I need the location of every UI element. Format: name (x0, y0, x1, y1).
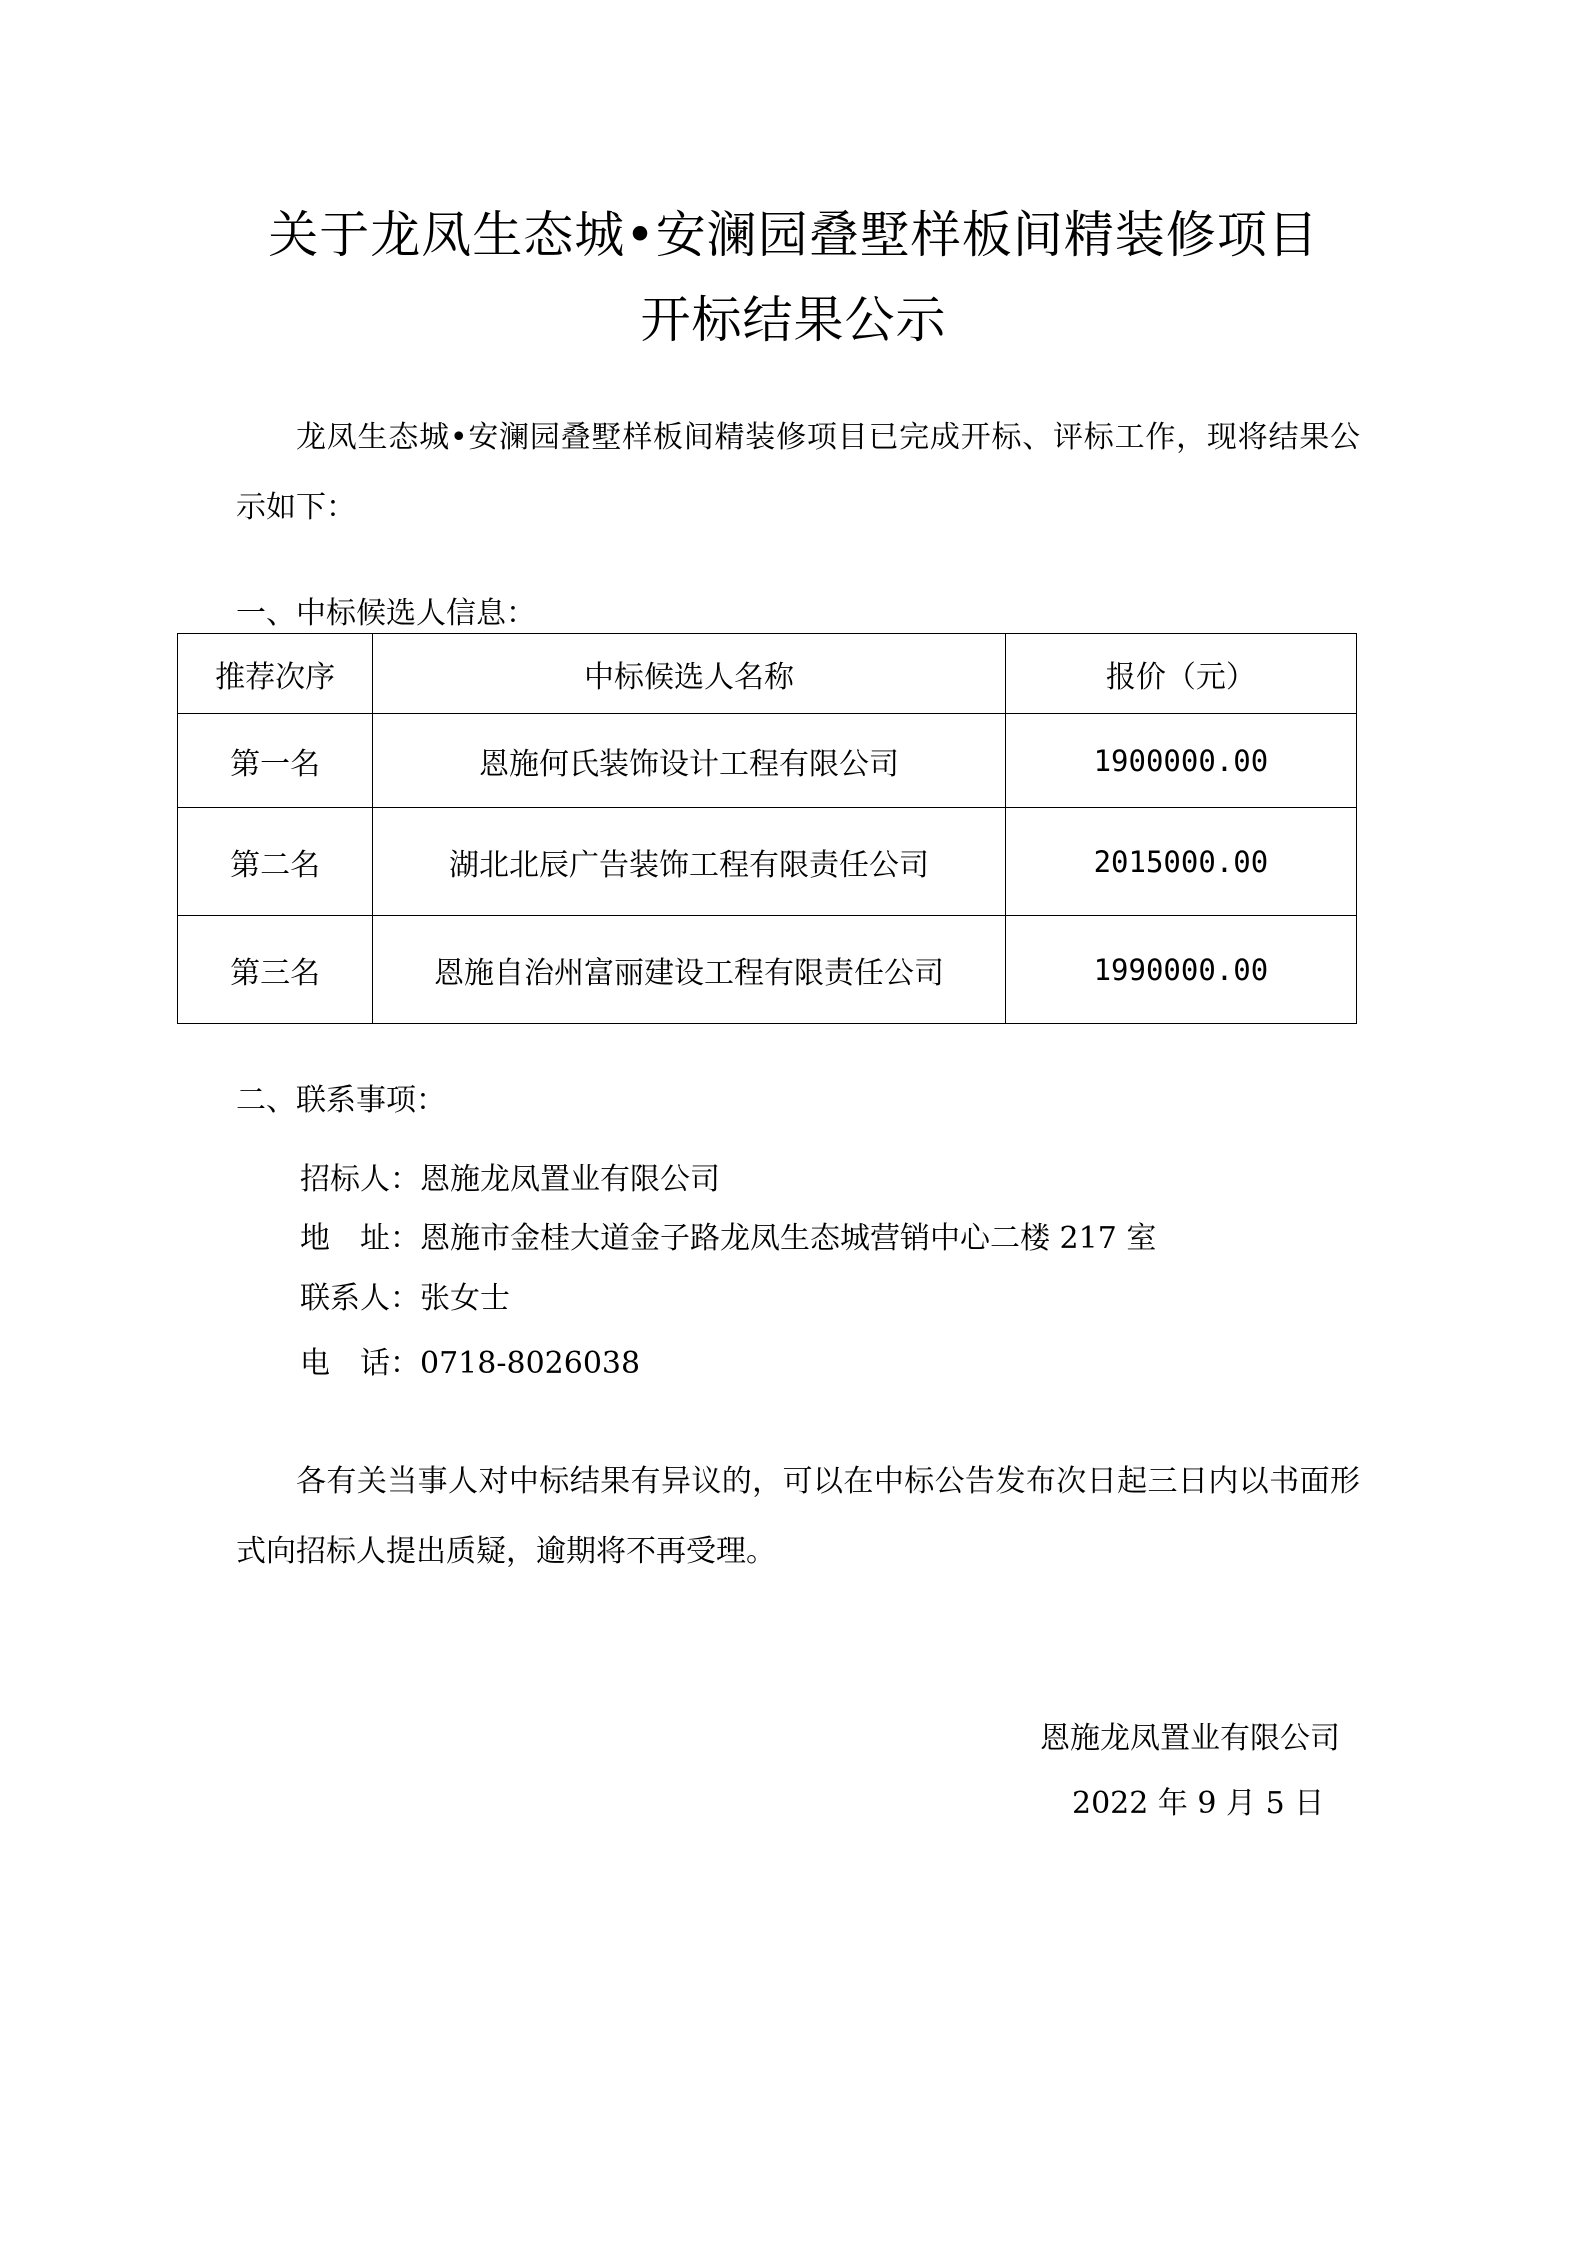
contact-person: 联系人：张女士 (300, 1281, 510, 1316)
table-header-price: 报价（元） (1005, 634, 1356, 714)
contact-address: 地 址：恩施市金桂大道金子路龙凤生态城营销中心二楼 217 室 (300, 1221, 1157, 1256)
document-title-line1: 关于龙凤生态城•安澜园叠墅样板间精装修项目 (268, 206, 1319, 264)
candidate-table (177, 633, 1357, 1024)
table-cell-price: 1900000.00 (1005, 714, 1356, 808)
table-header-rank: 推荐次序 (178, 634, 373, 714)
contact-tenderer: 招标人：恩施龙凤置业有限公司 (300, 1162, 720, 1197)
table-cell-rank: 第一名 (178, 714, 373, 808)
table-cell-name: 恩施自治州富丽建设工程有限责任公司 (373, 916, 1005, 1024)
table-row (178, 714, 1357, 808)
table-header-name: 中标候选人名称 (373, 634, 1005, 714)
table-cell-rank: 第二名 (178, 808, 373, 916)
contact-phone: 电 话：0718-8026038 (300, 1346, 641, 1381)
table-cell-rank: 第三名 (178, 916, 373, 1024)
signature-date: 2022 年 9 月 5 日 (1072, 1786, 1325, 1821)
section1-heading: 一、中标候选人信息： (236, 596, 536, 631)
document-title-line2: 开标结果公示 (640, 291, 947, 349)
table-cell-price: 1990000.00 (1005, 916, 1356, 1024)
table-row (178, 808, 1357, 916)
table-header-row (178, 634, 1357, 714)
objection-notice: 各有关当事人对中标结果有异议的，可以在中标公告发布次日起三日内以书面形式向招标人提出质疑，逾期将不再受理。 (236, 1464, 1360, 1569)
table-cell-name: 恩施何氏装饰设计工程有限公司 (373, 714, 1005, 808)
section2-heading: 二、联系事项： (236, 1083, 446, 1118)
table-cell-name: 湖北北辰广告装饰工程有限责任公司 (373, 808, 1005, 916)
intro-paragraph: 龙凤生态城•安澜园叠墅样板间精装修项目已完成开标、评标工作，现将结果公示如下： (236, 420, 1360, 525)
table-row (178, 916, 1357, 1024)
signature-organization: 恩施龙凤置业有限公司 (1040, 1721, 1340, 1756)
table-cell-price: 2015000.00 (1005, 808, 1356, 916)
